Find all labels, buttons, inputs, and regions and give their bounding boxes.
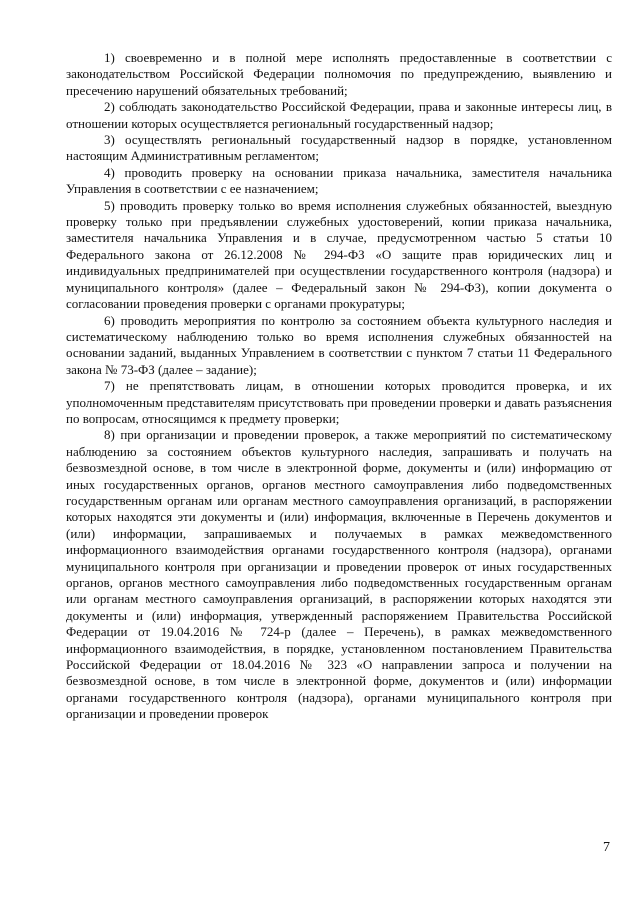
paragraph-item-1: 1) своевременно и в полной мере исполнять предоставленные в соответствии с законодательством Российской Федерации полномочия по предупреждению, выявлению и пресечению нарушений обязательных требований; [66,50,612,98]
paragraph-item-6: 6) проводить мероприятия по контролю за состоянием объекта культурного наследия и систематическому наблюдению только во время исполнения служебных обязанностей на основании заданий, выданных Управлением в соответствии с пунктом 7 статьи 11 Федерального закона № 73-ФЗ (далее – задание); [66,312,612,377]
paragraph-item-8: 8) при организации и проведении проверок, а также мероприятий по систематическому наблюдению за состоянием объектов культурного наследия, запрашивать и получать на безвозмездной основе, в том числе в электронной форме, документы и (или) информацию от иных государственных органов, органов местного самоуправления либо подведомственных государственным органам или органам местного самоуправления организаций, в распоряжении которых находятся эти документы и (или) информация, включенные в Перечень документов и (или) информации, запрашиваемых и получаемых в рамках межведомственного информационного взаимодействия органами государственного контроля (надзора), органами муниципального контроля при организации и проведении проверок от иных государственных органов, органов местного самоуправления либо подведомственных государственным органам или органам местного самоуправления организаций, в распоряжении которых находятся эти документы и (или) информация, утвержденный распоряжением Правительства Российской Федерации от 19.04.2016 № 724-р (далее – Перечень), в рамках межведомственного информационного взаимодействия, в порядке, установленном постановлением Правительства Российской Федерации от 18.04.2016 № 323 «О направлении запроса и получении на безвозмездной основе, в том числе в электронной форме, документов и (или) информации органами государственного контроля (надзора), органами муниципального контроля при организации и проведении проверок [66,427,612,722]
paragraph-item-3: 3) осуществлять региональный государственный надзор в порядке, установленном настоящим Административным регламентом; [66,132,612,164]
paragraph-item-4: 4) проводить проверку на основании приказа начальника, заместителя начальника Управления в соответствии с ее назначением; [66,164,612,197]
page-number: 7 [603,840,610,855]
document-body [66,50,612,723]
paragraph-item-7: 7) не препятствовать лицам, в отношении которых проводится проверка, и их уполномоченным представителям присутствовать при проведении проверки и давать разъяснения по вопросам, относящимся к предмету проверки; [66,378,612,426]
paragraph-item-2: 2) соблюдать законодательство Российской Федерации, права и законные интересы лиц, в отношении которых осуществляется региональный государственный надзор; [66,99,612,131]
paragraph-item-5: 5) проводить проверку только во время исполнения служебных обязанностей, выездную проверку только при предъявлении служебных удостоверений, копии приказа начальника, заместителя начальника Управления и в случае, предусмотренном частью 5 статьи 10 Федерального закона от 26.12.2008 № 294-ФЗ «О защите прав юридических лиц и индивидуальных предпринимателей при осуществлении государственного контроля (надзора) и муниципального контроля» (далее – Федеральный закон № 294-ФЗ), копии документа о согласовании проведения проверки с органами прокуратуры; [66,197,612,312]
